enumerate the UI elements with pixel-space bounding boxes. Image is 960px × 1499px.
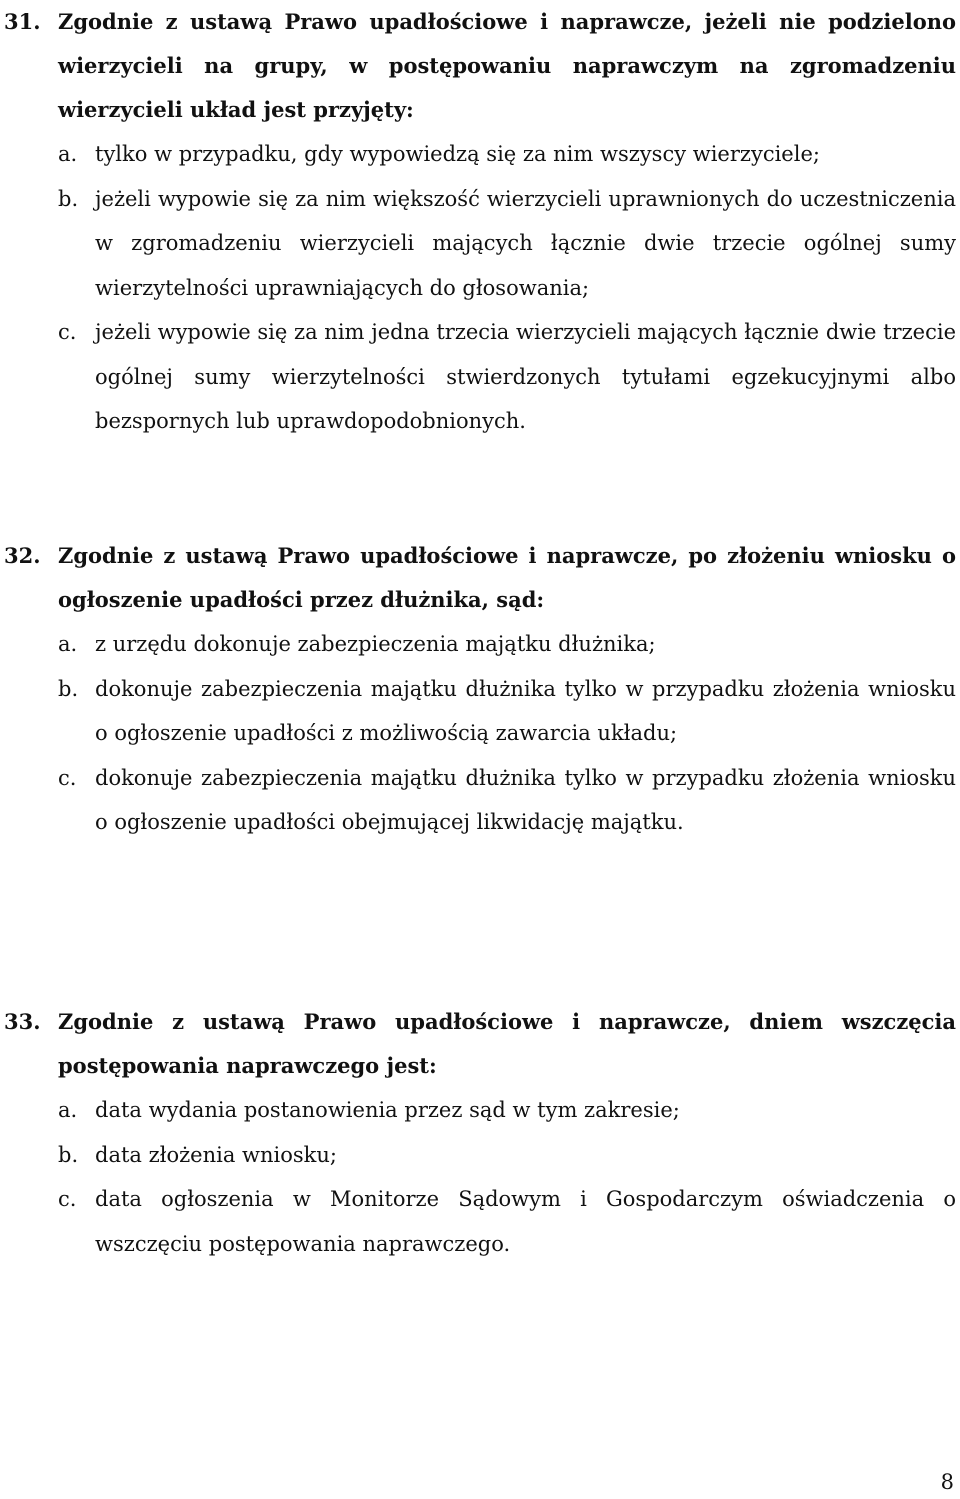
answer-option-c [0, 1177, 956, 1266]
answer-letter: a. [58, 632, 78, 656]
question-number: 33. [4, 1009, 41, 1034]
answer-option-a [0, 622, 956, 667]
answer-text: data złożenia wniosku; [95, 1142, 338, 1167]
question-31 [0, 0, 956, 444]
answer-option-b [0, 667, 956, 756]
question-number: 31. [4, 9, 41, 34]
answer-text: jeżeli wypowie się za nim większość wierzycieli uprawnionych do uczestniczenia w zgromadzeniu wierzycieli mających łącznie dwie trzecie ogólnej sumy wierzytelności uprawniających do głosowania; [95, 186, 956, 300]
answer-text: data wydania postanowienia przez sąd w tym zakresie; [95, 1098, 680, 1122]
answer-letter: a. [58, 1098, 78, 1122]
question-number: 32. [4, 543, 41, 568]
question-heading [0, 1000, 956, 1088]
answer-text: z urzędu dokonuje zabezpieczenia majątku dłużnika; [95, 632, 656, 656]
answer-text: dokonuje zabezpieczenia majątku dłużnika tylko w przypadku złożenia wniosku o ogłoszenie upadłości obejmującej likwidację majątku. [95, 765, 956, 834]
answer-option-a [0, 1088, 956, 1133]
question-text: Zgodnie z ustawą Prawo upadłościowe i naprawcze, po złożeniu wniosku o ogłoszenie upadłości przez dłużnika, sąd: [58, 543, 956, 612]
answer-option-b [0, 177, 956, 311]
answer-letter: b. [58, 186, 79, 211]
answer-text: jeżeli wypowie się za nim jedna trzecia wierzycieli mających łącznie dwie trzecie ogólnej sumy wierzytelności stwierdzonych tytułami egzekucyjnymi albo bezspornych lub uprawdopodobnionych. [95, 320, 956, 433]
answer-text: dokonuje zabezpieczenia majątku dłużnika tylko w przypadku złożenia wniosku o ogłoszenie upadłości z możliwością zawarcia układu; [95, 676, 956, 745]
answer-letter: c. [58, 1187, 77, 1211]
question-text: Zgodnie z ustawą Prawo upadłościowe i naprawcze, dniem wszczęcia postępowania naprawczego jest: [58, 1009, 956, 1078]
answer-letter: b. [58, 676, 79, 701]
question-heading [0, 0, 956, 132]
question-32 [0, 534, 956, 845]
question-33 [0, 1000, 956, 1266]
answer-letter: b. [58, 1142, 79, 1167]
page-number: 8 [940, 1470, 954, 1494]
answer-option-c [0, 310, 956, 444]
question-heading [0, 534, 956, 622]
answer-letter: c. [58, 320, 77, 344]
answer-text: data ogłoszenia w Monitorze Sądowym i Gospodarczym oświadczenia o wszczęciu postępowania naprawczego. [95, 1187, 956, 1256]
question-text: Zgodnie z ustawą Prawo upadłościowe i naprawcze, jeżeli nie podzielono wierzycieli na grupy, w postępowaniu naprawczym na zgromadzeniu wierzycieli układ jest przyjęty: [58, 9, 956, 122]
answer-option-c [0, 756, 956, 845]
answer-option-b [0, 1133, 956, 1178]
answer-letter: a. [58, 142, 78, 166]
answer-letter: c. [58, 765, 77, 790]
answer-option-a [0, 132, 956, 177]
answer-text: tylko w przypadku, gdy wypowiedzą się za nim wszyscy wierzyciele; [95, 142, 820, 166]
